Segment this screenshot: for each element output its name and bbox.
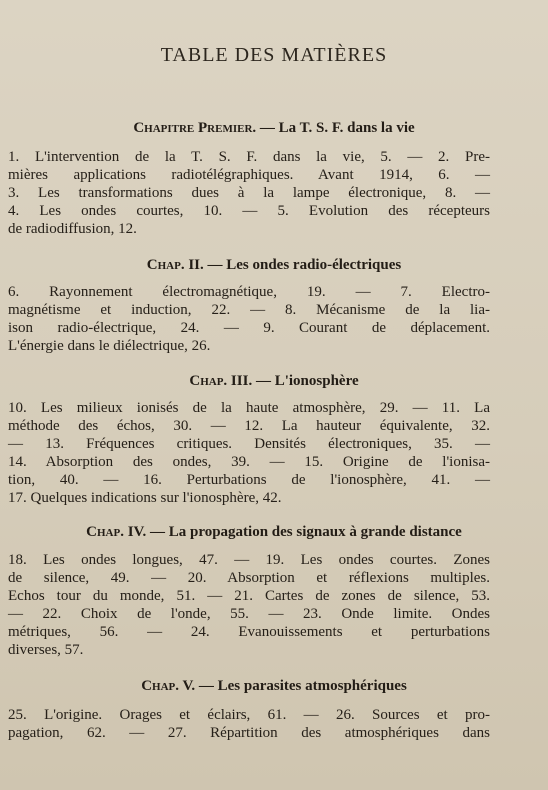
entry-line: magnétisme et induction, 22. — 8. Mécanisme de la lia- (8, 302, 490, 318)
chapter-1-heading (0, 120, 548, 137)
entry-line: 14. Absorption des ondes, 39. — 15. Origine de l'ionisa- (8, 454, 490, 470)
chapter-4-heading (0, 524, 548, 541)
chapter-5-title: — Les parasites atmosphériques (198, 678, 407, 694)
chapter-2-entries (8, 283, 490, 355)
chapter-2-title: — Les ondes radio-électriques (207, 257, 402, 273)
chapter-1-entries (8, 148, 490, 238)
chapter-4-label: Chap. IV. (86, 524, 147, 540)
chapter-3-title: — L'ionosphère (255, 373, 359, 389)
entry-line: de silence, 49. — 20. Absorption et réflexions multiples. (8, 570, 490, 586)
entry-line: mières applications radiotélégraphiques. Avant 1914, 6. — (8, 167, 490, 183)
chapter-3-heading (0, 373, 548, 390)
entry-line: 18. Les ondes longues, 47. — 19. Les ondes courtes. Zones (8, 552, 490, 568)
chapter-1-title: — La T. S. F. dans la vie (259, 120, 415, 136)
entry-line: — 22. Choix de l'onde, 55. — 23. Onde limite. Ondes (8, 606, 490, 622)
entry-line: L'énergie dans le diélectrique, 26. (8, 338, 211, 354)
entry-line: ison radio-électrique, 24. — 9. Courant de déplacement. (8, 320, 490, 336)
entry-line: tion, 40. — 16. Perturbations de l'ionosphère, 41. — (8, 472, 490, 488)
entry-line: pagation, 62. — 27. Répartition des atmosphériques dans (8, 725, 490, 741)
chapter-2-label: Chap. II. (146, 257, 204, 273)
entry-line: — 13. Fréquences critiques. Densités électroniques, 35. — (8, 436, 490, 452)
chapter-2-heading (0, 257, 548, 274)
chapter-3-label: Chap. III. (189, 373, 253, 389)
entry-line: 1. L'intervention de la T. S. F. dans la vie, 5. — 2. Pre- (8, 149, 490, 165)
entry-line: métriques, 56. — 24. Evanouissements et perturbations (8, 624, 490, 640)
page-title: TABLE DES MATIÈRES (160, 44, 388, 66)
chapter-5-entries (8, 706, 490, 742)
entry-line: diverses, 57. (8, 642, 84, 658)
entry-line: 10. Les milieux ionisés de la haute atmosphère, 29. — 11. La (8, 400, 490, 416)
entry-line: méthode des échos, 30. — 12. La hauteur équivalente, 32. (8, 418, 490, 434)
entry-line: 3. Les transformations dues à la lampe électronique, 8. — (8, 185, 490, 201)
entry-line: 4. Les ondes courtes, 10. — 5. Evolution des récepteurs (8, 203, 490, 219)
entry-line: Echos tour du monde, 51. — 21. Cartes de zones de silence, 53. (8, 588, 490, 604)
entry-line: de radiodiffusion, 12. (8, 221, 137, 237)
chapter-3-entries (8, 399, 490, 507)
chapter-4-title: — La propagation des signaux à grande distance (149, 524, 462, 540)
entry-line: 17. Quelques indications sur l'ionosphère, 42. (8, 490, 282, 506)
chapter-1-label: Chapitre Premier. (133, 120, 257, 136)
chapter-4-entries (8, 551, 490, 659)
entry-line: 6. Rayonnement électromagnétique, 19. — 7. Electro- (8, 284, 490, 300)
chapter-5-heading (0, 678, 548, 695)
chapter-5-label: Chap. V. (141, 678, 196, 694)
entry-line: 25. L'origine. Orages et éclairs, 61. — 26. Sources et pro- (8, 707, 490, 723)
